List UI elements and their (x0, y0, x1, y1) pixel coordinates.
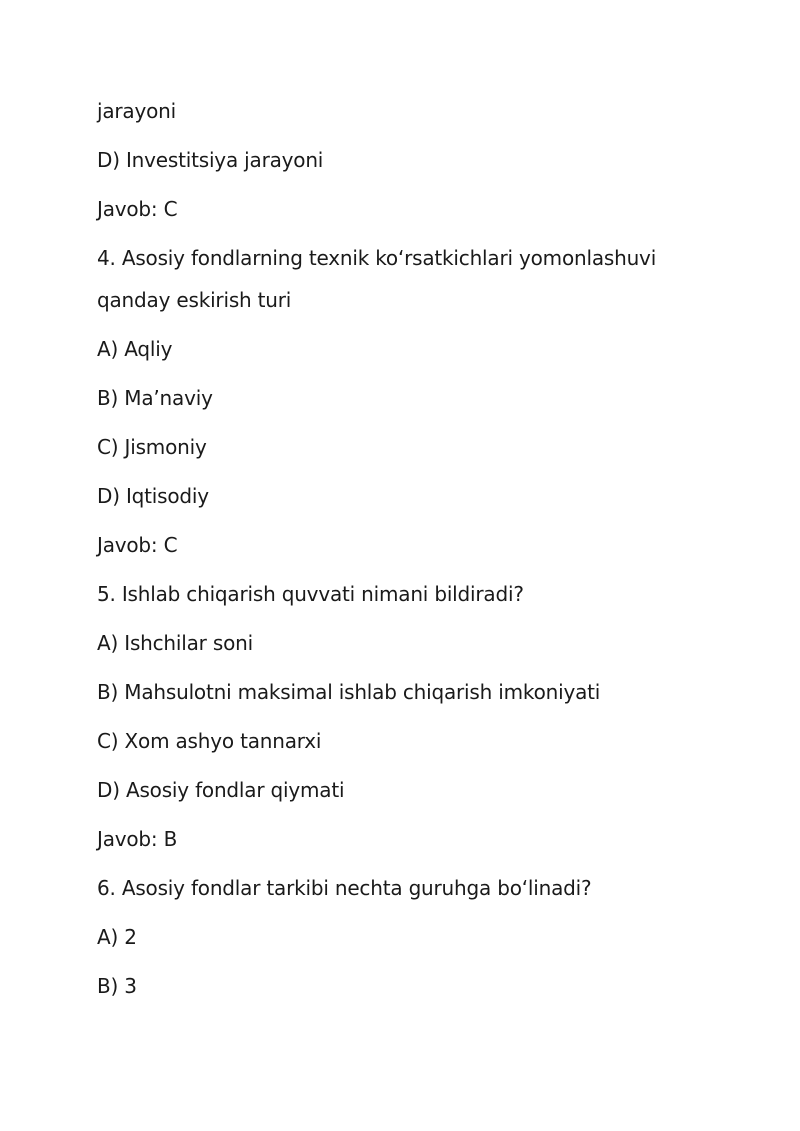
question-4: 4. Asosiy fondlarning texnik ko‘rsatkichlari yomonlashuvi (97, 246, 657, 270)
option-d: D) Investitsiya jarayoni (97, 148, 324, 172)
option-a: A) Ishchilar soni (97, 631, 253, 655)
option-b: B) Ma’naviy (97, 386, 213, 410)
option-c: C) Xom ashyo tannarxi (97, 729, 322, 753)
answer-line: Javob: C (97, 533, 178, 557)
question-6: 6. Asosiy fondlar tarkibi nechta guruhga bo‘linadi? (97, 876, 592, 900)
answer-line: Javob: C (97, 197, 178, 221)
option-d: D) Iqtisodiy (97, 484, 209, 508)
question-4-continuation: qanday eskirish turi (97, 288, 292, 312)
text-line-continuation: jarayoni (97, 99, 176, 123)
option-a: A) 2 (97, 925, 137, 949)
question-5: 5. Ishlab chiqarish quvvati nimani bildiradi? (97, 582, 524, 606)
answer-line: Javob: B (97, 827, 178, 851)
option-d: D) Asosiy fondlar qiymati (97, 778, 345, 802)
option-b: B) Mahsulotni maksimal ishlab chiqarish imkoniyati (97, 680, 601, 704)
option-c: C) Jismoniy (97, 435, 207, 459)
option-a: A) Aqliy (97, 337, 173, 361)
option-b: B) 3 (97, 974, 137, 998)
